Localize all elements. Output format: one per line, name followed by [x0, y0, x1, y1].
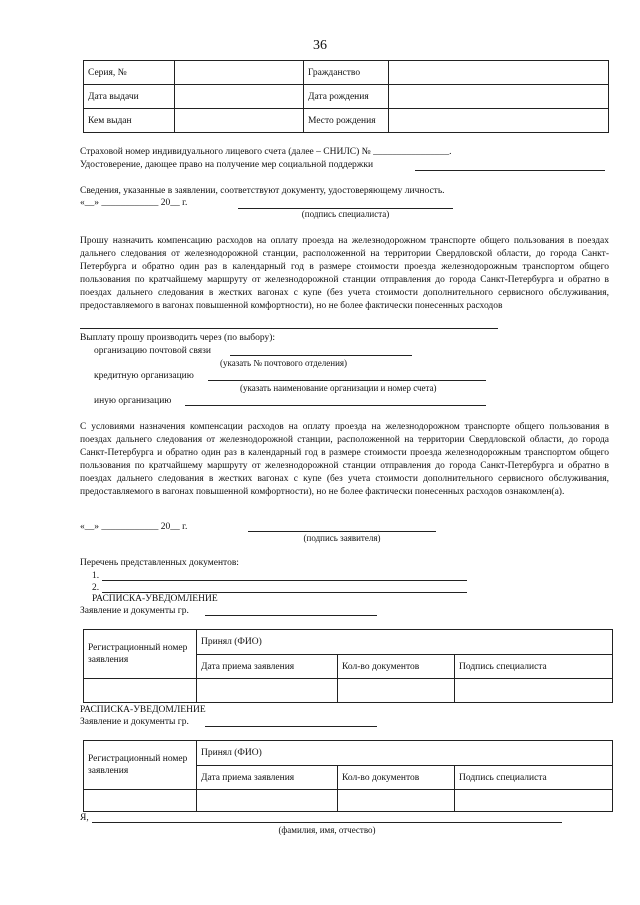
issued-by-label: Кем выдан [84, 109, 175, 133]
document-item-2-field[interactable] [102, 592, 467, 593]
receipt-1-reg-value[interactable] [84, 679, 197, 703]
receipt-2-subtitle: Заявление и документы гр. [80, 717, 189, 727]
receipt-2-table [83, 740, 613, 812]
receipt-2-reg-label: Регистрационный номер заявления [84, 741, 197, 790]
credit-org-field[interactable] [208, 380, 486, 381]
receipt-1-title: РАСПИСКА-УВЕДОМЛЕНИЕ [92, 594, 218, 604]
full-name-field[interactable] [92, 822, 562, 823]
series-value[interactable] [175, 61, 304, 85]
receipt-2-signature-value[interactable] [455, 790, 613, 812]
request-underline[interactable] [80, 328, 498, 329]
receipt-2-col-date: Дата приема заявления [197, 766, 338, 790]
document-item-1-field[interactable] [102, 580, 467, 581]
final-prefix: Я, [80, 813, 89, 823]
issue-date-value[interactable] [175, 85, 304, 109]
receipt-1-count-value[interactable] [338, 679, 455, 703]
issue-date-label: Дата выдачи [84, 85, 175, 109]
receipt-1-reg-label: Регистрационный номер заявления [84, 630, 197, 679]
post-office-caption: (указать № почтового отделения) [220, 358, 348, 368]
receipt-2-reg-value[interactable] [84, 790, 197, 812]
payment-option-credit: кредитную организацию [94, 371, 194, 381]
receipt-2-title: РАСПИСКА-УВЕДОМЛЕНИЕ [80, 705, 206, 715]
receipt-2-count-value[interactable] [338, 790, 455, 812]
citizenship-label: Гражданство [304, 61, 389, 85]
receipt-2-name-field[interactable] [205, 726, 377, 727]
document-item-1: 1. [92, 571, 100, 581]
birth-place-value[interactable] [389, 109, 609, 133]
receipt-1-col-signature: Подпись специалиста [455, 655, 613, 679]
receipt-1-date-value[interactable] [197, 679, 338, 703]
documents-title: Перечень представленных документов: [80, 558, 239, 568]
citizenship-value[interactable] [389, 61, 609, 85]
certificate-field[interactable] [415, 170, 605, 171]
passport-table [83, 60, 609, 133]
applicant-signature-field[interactable] [248, 531, 436, 532]
receipt-1-table [83, 629, 613, 703]
verification-text: Сведения, указанные в заявлении, соответствуют документу, удостоверяющему личность. [80, 186, 445, 196]
request-paragraph: Прошу назначить компенсацию расходов на оплату проезда на железнодорожном транспорте общего пользования в поездах дальнего следования от железнодорожной станции, расположенной на территории Свердловской области, до города Санкт-Петербурга и обратно один раз в календарный год в размере стоимости проезда железнодорожным транспортом общего пользования по кратчайшему маршруту от железнодорожной станции отправления до города Санкт-Петербурга и обратно в поездах дальнего следования в жестких вагонах с купе (без учета стоимости дополнительного сервисного обслуживания, предоставляемого в вагонах повышенной комфортности), но не более фактически понесенных расходов [80, 236, 609, 311]
receipt-2-col-signature: Подпись специалиста [455, 766, 613, 790]
receipt-2-date-value[interactable] [197, 790, 338, 812]
credit-org-caption: (указать наименование организации и номер счета) [240, 383, 437, 393]
birth-date-label: Дата рождения [304, 85, 389, 109]
payment-option-other: иную организацию [94, 396, 172, 406]
receipt-2-col-count: Кол-во документов [338, 766, 455, 790]
document-item-2: 2. [92, 583, 100, 593]
receipt-1-subtitle: Заявление и документы гр. [80, 606, 189, 616]
payment-title: Выплату прошу производить через (по выбору): [80, 333, 275, 343]
verification-date[interactable]: «__» ____________ 20__ г. [80, 198, 188, 208]
specialist-signature-caption: (подпись специалиста) [301, 209, 390, 219]
full-name-caption: (фамилия, имя, отчество) [278, 825, 376, 835]
issued-by-value[interactable] [175, 109, 304, 133]
receipt-1-col-date: Дата приема заявления [197, 655, 338, 679]
birth-place-label: Место рождения [304, 109, 389, 133]
other-org-field[interactable] [185, 405, 486, 406]
receipt-1-signature-value[interactable] [455, 679, 613, 703]
applicant-date[interactable]: «__» ____________ 20__ г. [80, 522, 188, 532]
receipt-1-col-count: Кол-во документов [338, 655, 455, 679]
receipt-1-accepted: Принял (ФИО) [197, 630, 613, 655]
applicant-signature-caption: (подпись заявителя) [303, 533, 381, 543]
page-number: 36 [313, 38, 327, 53]
birth-date-value[interactable] [389, 85, 609, 109]
payment-option-post: организацию почтовой связи [94, 346, 211, 356]
snils-line: Страховой номер индивидуального лицевого счета (далее – СНИЛС) № ________________. [80, 147, 452, 157]
post-office-field[interactable] [230, 355, 412, 356]
certificate-line: Удостоверение, дающее право на получение мер социальной поддержки [80, 160, 374, 170]
receipt-2-accepted: Принял (ФИО) [197, 741, 613, 766]
receipt-1-name-field[interactable] [205, 615, 377, 616]
series-label: Серия, № [84, 61, 175, 85]
conditions-paragraph: С условиями назначения компенсации расходов на оплату проезда на железнодорожном транспорте общего пользования в поездах дальнего следования от железнодорожной станции, расположенной на территории Свердловской области, до города Санкт-Петербурга и обратно один раз в календарный год в размере стоимости проезда железнодорожным транспортом общего пользования по кратчайшему маршруту от железнодорожной станции отправления до города Санкт-Петербурга и обратно в поездах дальнего следования в жестких вагонах с купе (без учета стоимости дополнительного сервисного обслуживания, предоставляемого в вагонах повышенной комфортности), но не более фактически понесенных расходов ознакомлен(а). [80, 422, 609, 497]
